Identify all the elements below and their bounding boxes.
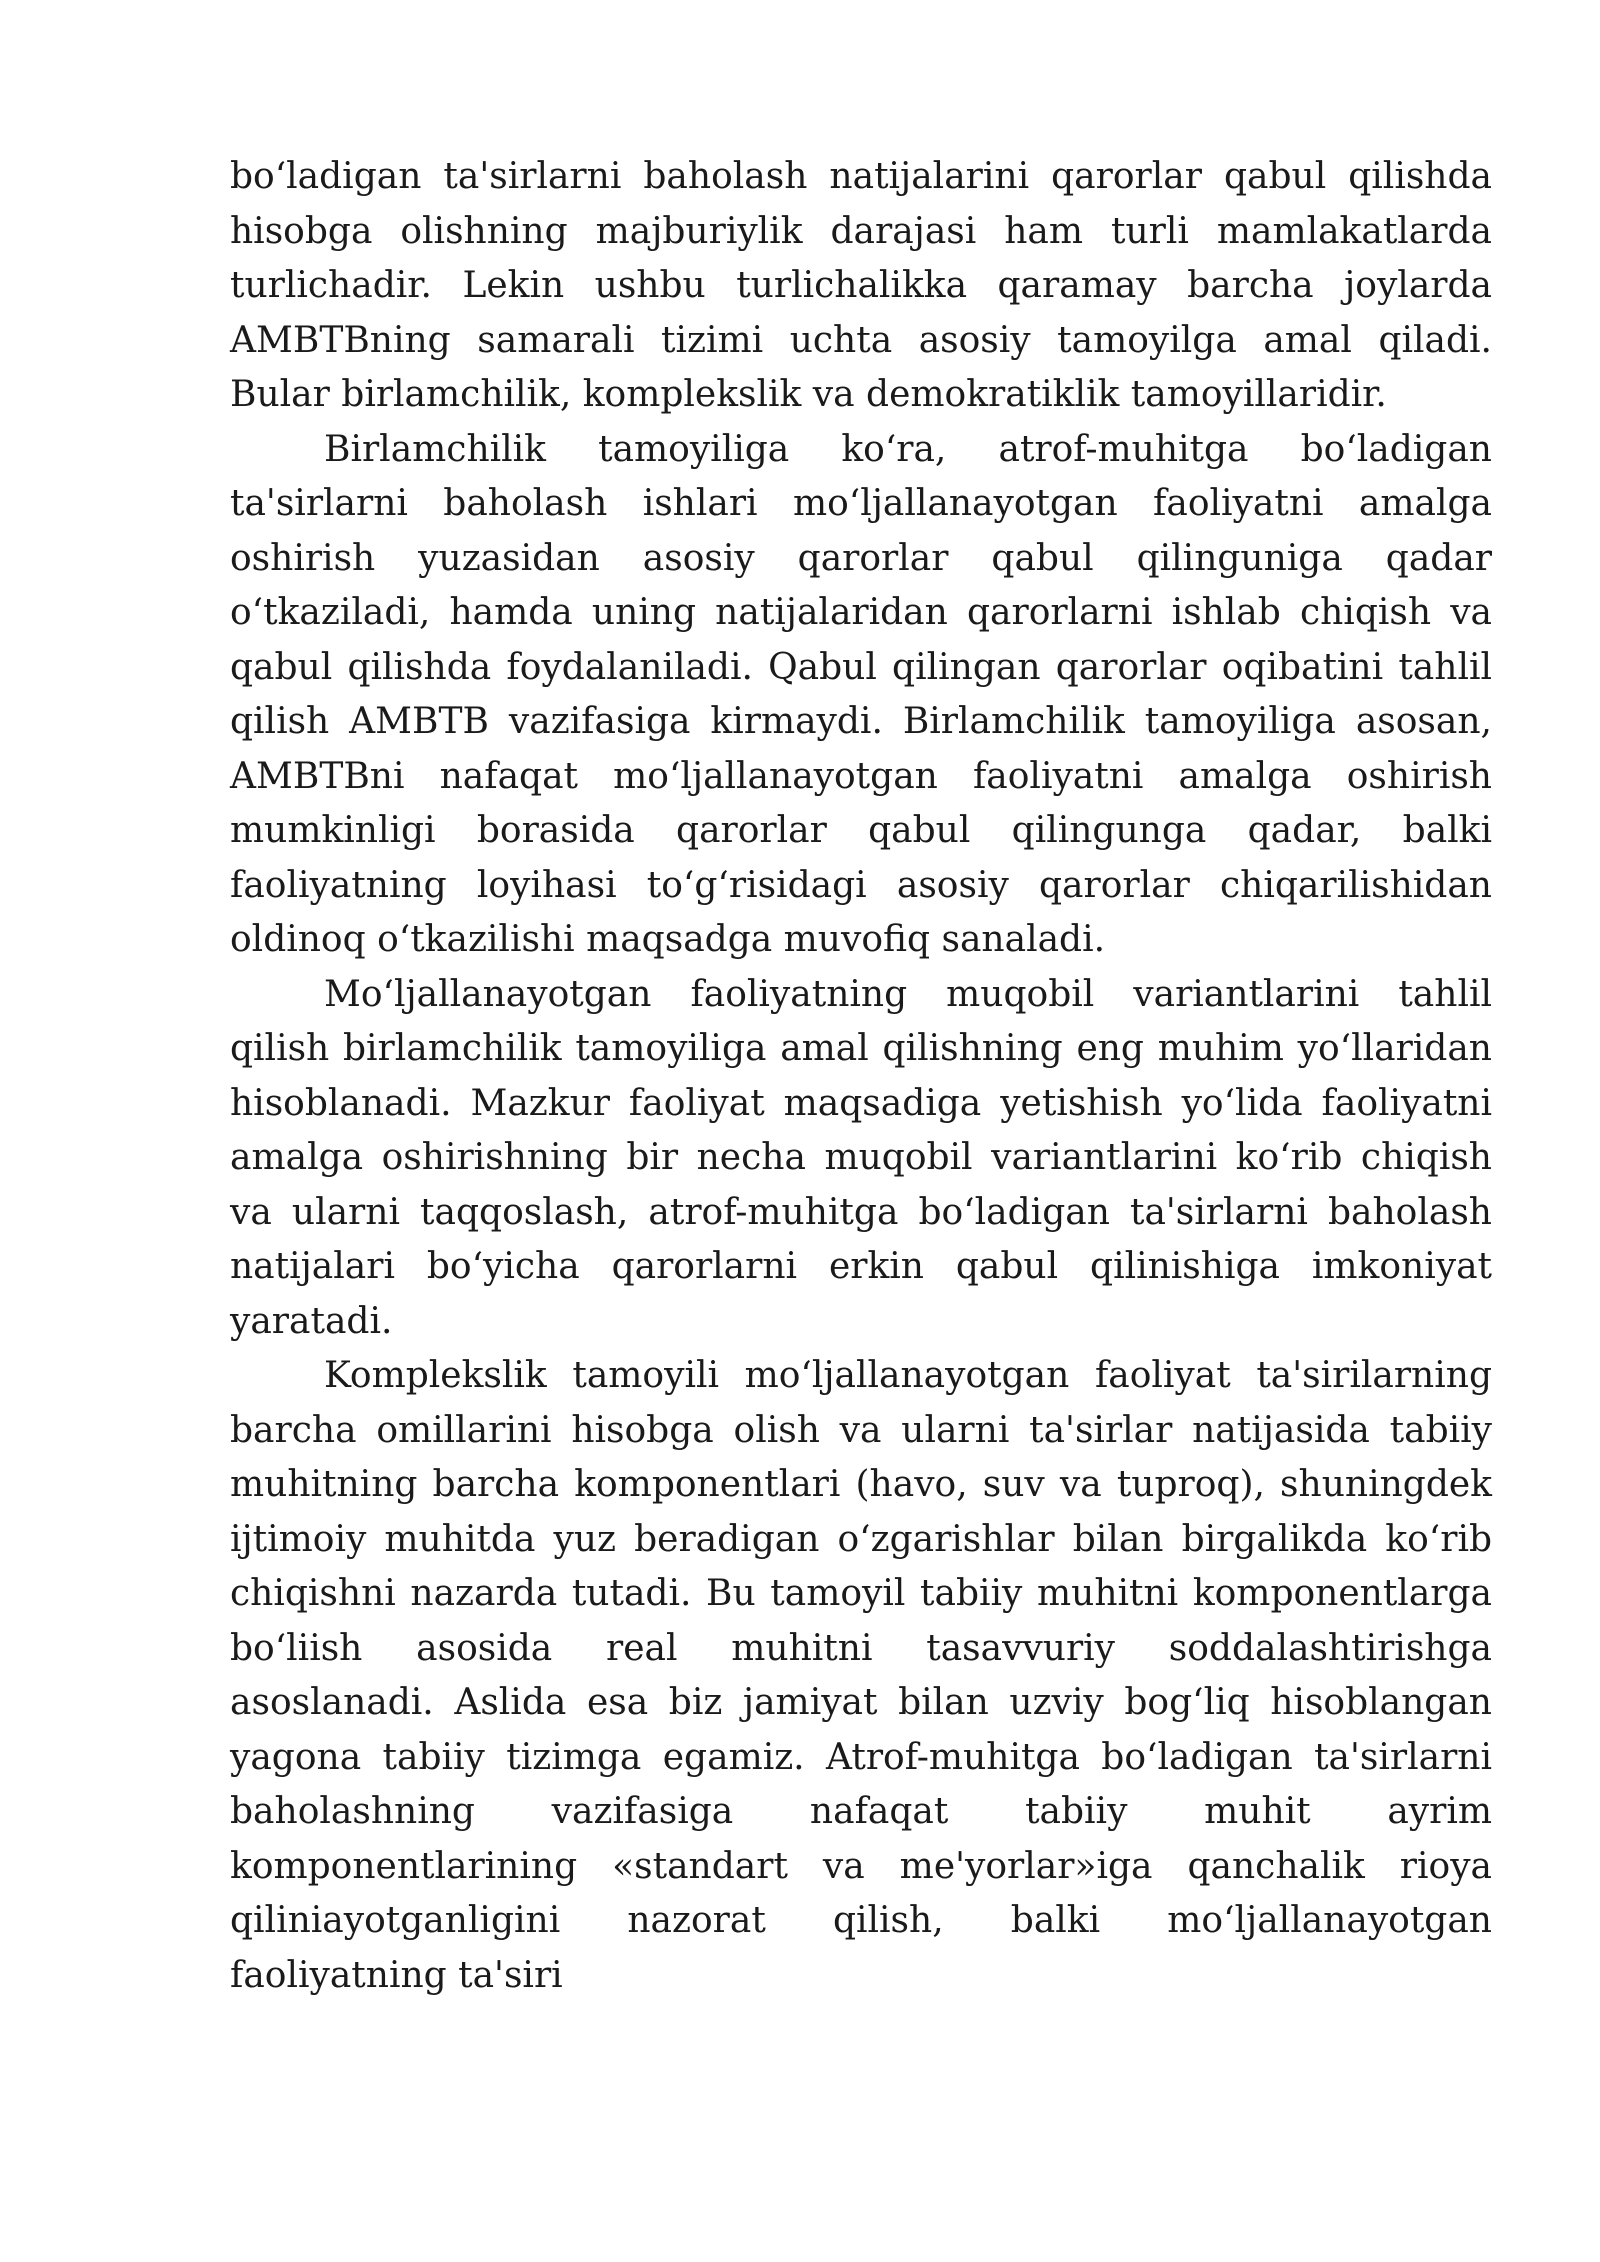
paragraph-muqobil-variantlar: Mo‘ljallanayotgan faoliyatning muqobil variantlarini tahlil qilish birlamchilik tamoyiliga amal qilishning eng muhim yo‘llaridan hisoblanadi. Mazkur faoliyat maqsadiga yetishish yo‘lida faoliyatni amalga oshirishning bir necha muqobil variantlarini ko‘rib chiqish va ularni taqqoslash, atrof-muhitga bo‘ladigan ta'sirlarni baholash natijalari bo‘yicha qarorlarni erkin qabul qilinishiga imkoniyat yaratadi. (230, 973, 1492, 1342)
paragraph-komplekslik: Komplekslik tamoyili mo‘ljallanayotgan faoliyat ta'sirilarning barcha omillarini hisobga olish va ularni ta'sirlar natijasida tabiiy muhitning barcha komponentlari (havo, suv va tuproq), shuningdek ijtimoiy muhitda yuz beradigan o‘zgarishlar bilan birgalikda ko‘rib chiqishni nazarda tutadi. Bu tamoyil tabiiy muhitni komponentlarga bo‘liish asosida real muhitni tasavvuriy soddalashtirishga asoslanadi. Aslida esa biz jamiyat bilan uzviy bog‘liq hisoblangan yagona tabiiy tizimga egamiz. Atrof-muhitga bo‘ladigan ta'sirlarni baholashning vazifasiga nafaqat tabiiy muhit ayrim komponentlarining «standart va me'yorlar»iga qanchalik rioya qiliniayotganligini nazorat qilish, balki mo‘ljallanayotgan faoliyatning ta'siri (230, 1355, 1492, 1996)
body-text (230, 150, 1492, 2003)
paragraph-birlamchilik: Birlamchilik tamoyiliga ko‘ra, atrof-muhitga bo‘ladigan ta'sirlarni baholash ishlari mo‘ljallanayotgan faoliyatni amalga oshirish yuzasidan asosiy qarorlar qabul qilinguniga qadar o‘tkaziladi, hamda uning natijalaridan qarorlarni ishlab chiqish va qabul qilishda foydalaniladi. Qabul qilingan qarorlar oqibatini tahlil qilish AMBTB vazifasiga kirmaydi. Birlamchilik tamoyiliga asosan, AMBTBni nafaqat mo‘ljallanayotgan faoliyatni amalga oshirish mumkinligi borasida qarorlar qabul qilingunga qadar, balki faoliyatning loyihasi to‘g‘risidagi asosiy qarorlar chiqarilishidan oldinoq o‘tkazilishi maqsadga muvofiq sanaladi. (230, 428, 1492, 960)
paragraph-continuation: bo‘ladigan ta'sirlarni baholash natijalarini qarorlar qabul qilishda hisobga olishning majburiylik darajasi ham turli mamlakatlarda turlichadir. Lekin ushbu turlichalikka qaramay barcha joylarda AMBTBning samarali tizimi uchta asosiy tamoyilga amal qiladi. Bular birlamchilik, komplekslik va demokratiklik tamoyillaridir. (230, 156, 1492, 415)
